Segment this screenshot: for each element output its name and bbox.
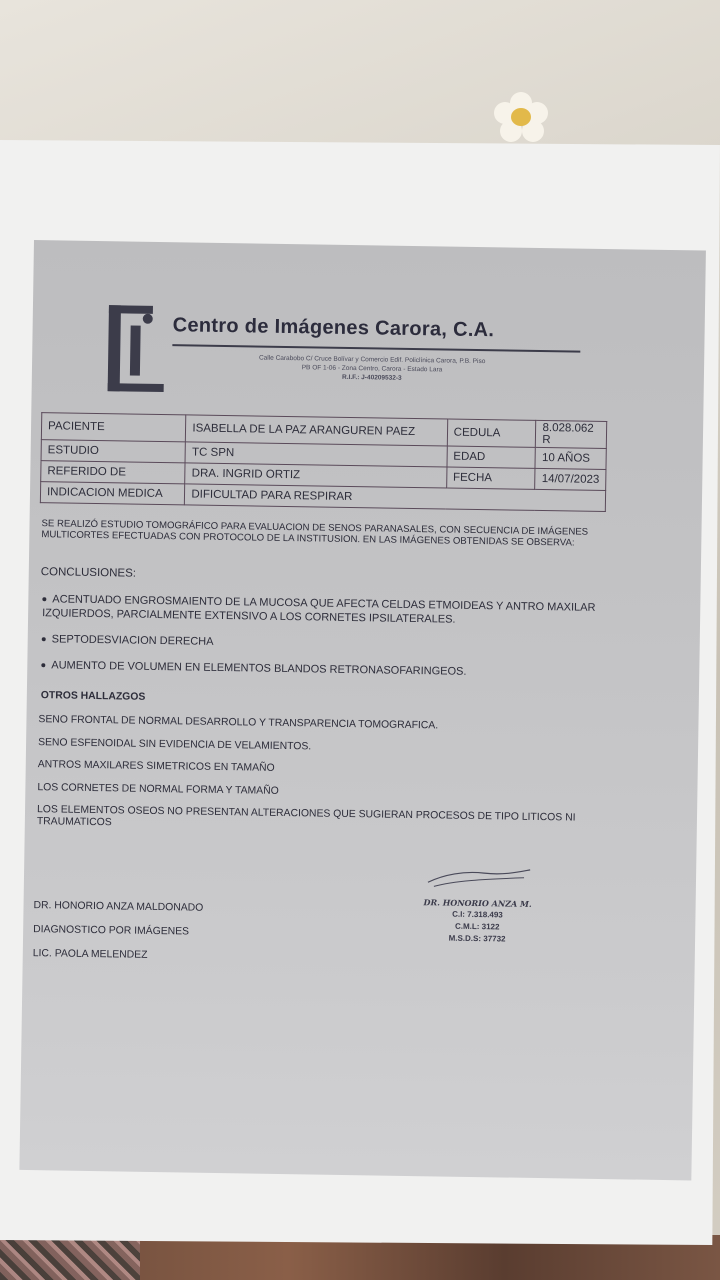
- bullet-icon: [42, 637, 46, 641]
- edad-value: 10 AÑOS: [535, 447, 606, 469]
- fecha-label: FECHA: [446, 467, 535, 489]
- address-line-1: Calle Carabobo C/ Cruce Bolívar y Comercio Edif. Policlínica Carora, P.B. Piso: [258, 354, 486, 366]
- finding-line: ANTROS MAXILARES SIMETRICOS EN TAMAÑO: [37, 759, 275, 774]
- company-address: [182, 352, 562, 385]
- stamp-name: DR. HONORIO ANZA M.: [423, 897, 532, 909]
- doctor-stamp: [407, 896, 548, 946]
- edad-label: EDAD: [447, 446, 536, 468]
- indicacion-label: INDICACION MEDICA: [40, 482, 185, 505]
- doctor-name: DR. HONORIO ANZA MALDONADO: [33, 900, 204, 914]
- otros-title: OTROS HALLAZGOS: [40, 690, 146, 703]
- indicacion-value: DIFICULTAD PARA RESPIRAR: [185, 484, 606, 512]
- estudio-label: ESTUDIO: [41, 440, 186, 463]
- address-line-2: PB OF 1-06 - Zona Centro, Carora - Estado Lara: [301, 364, 443, 374]
- bullet-icon: [42, 597, 46, 601]
- finding-line: LOS CORNETES DE NORMAL FORMA Y TAMAÑO: [37, 782, 279, 797]
- finding-line: SENO ESFENOIDAL SIN EVIDENCIA DE VELAMIENTOS.: [38, 737, 312, 753]
- fabric-corner: [0, 1235, 140, 1280]
- company-logo: [108, 305, 165, 392]
- referido-label: REFERIDO DE: [41, 461, 186, 484]
- conclusion-item: ACENTUADO ENGROSMAIENTO DE LA MUCOSA QUE AFECTA CELDAS ETMOIDEAS Y ANTRO MAXILAR IZQUIERDOS, PARCIALMENTE EXTENSIVO A LOS CORNETES IPSILATERALES.: [42, 593, 596, 626]
- signature-scribble: [424, 864, 534, 892]
- referido-value: DRA. INGRID ORTIZ: [185, 463, 447, 488]
- company-rif: R.I.F.: J-40209532-3: [342, 373, 402, 382]
- stamp-ci: C.I: 7.318.493: [452, 909, 503, 920]
- conclusiones-title: CONCLUSIONES:: [40, 566, 137, 580]
- company-rule: [172, 344, 580, 352]
- study-intro: SE REALIZÓ ESTUDIO TOMOGRÁFICO PARA EVALUACION DE SENOS PARANASALES, CON SECUENCIA DE IMÁGENES MULTICORTES EFECTUADAS CON PROTOCOLO DE LA INSTITUSION. EN LAS IMÁGENES OBTENIDAS SE OBSERVA:: [41, 518, 589, 549]
- finding-line: LOS ELEMENTOS OSEOS NO PRESENTAN ALTERACIONES QUE SUGIERAN PROCESOS DE TIPO LITICOS NI TRAUMATICOS: [36, 804, 576, 829]
- conclusion-item: SEPTODESVIACION DERECHA: [42, 632, 622, 655]
- conclusion-item: AUMENTO DE VOLUMEN EN ELEMENTOS BLANDOS RETRONASOFARINGEOS.: [41, 658, 621, 681]
- cedula-value: 8.028.062 R: [536, 420, 607, 448]
- stamp-cm: C.M.L: 3122: [454, 921, 500, 932]
- estudio-value: TC SPN: [185, 442, 447, 467]
- department: DIAGNOSTICO POR IMÁGENES: [33, 924, 190, 938]
- fecha-value: 14/07/2023: [535, 468, 606, 490]
- paciente-value: ISABELLA DE LA PAZ ARANGUREN PAEZ: [186, 415, 448, 446]
- paciente-label: PACIENTE: [41, 413, 186, 442]
- stamp-msds: M.S.D.S: 37732: [448, 933, 506, 944]
- finding-line: SENO FRONTAL DE NORMAL DESARROLLO Y TRANSPARENCIA TOMOGRAFICA.: [38, 714, 439, 732]
- report-printout: [19, 240, 706, 1180]
- cedula-label: CEDULA: [447, 419, 536, 447]
- company-name: Centro de Imágenes Carora, C.A.: [172, 314, 495, 342]
- lic-name: LIC. PAOLA MELENDEZ: [32, 948, 148, 961]
- bullet-icon: [41, 663, 45, 667]
- flower-decoration: [492, 92, 550, 142]
- patient-info-table: [40, 412, 607, 512]
